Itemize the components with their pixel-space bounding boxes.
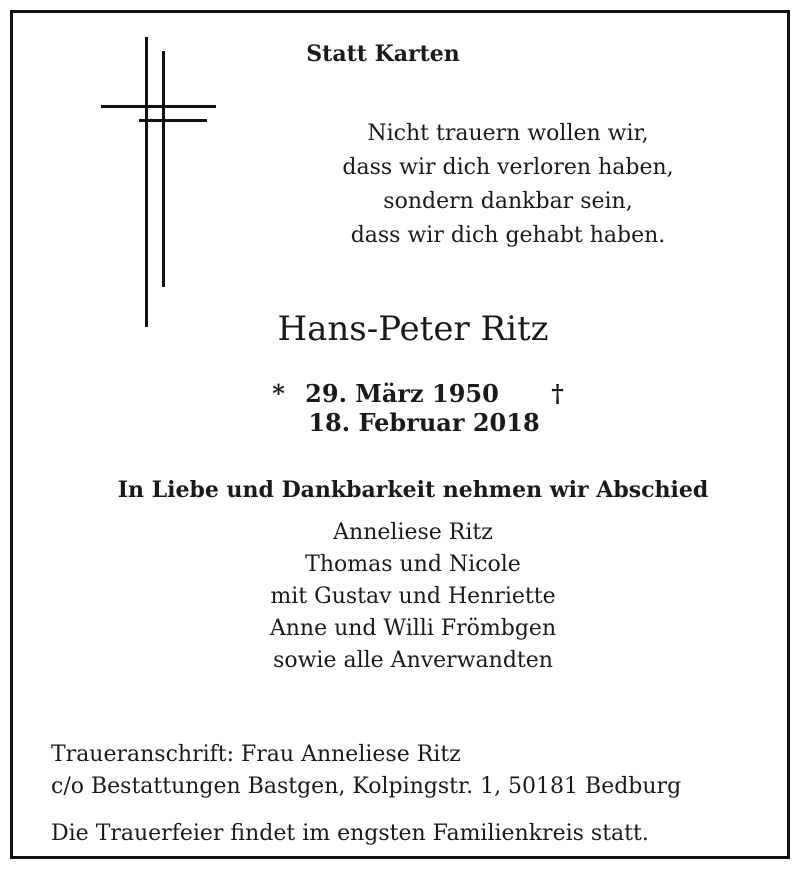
mourner-name: Anne und Willi Frömbgen [269, 616, 557, 641]
birth-date: 29. März 1950 [305, 379, 499, 408]
deceased-name: Hans-Peter Ritz [277, 309, 549, 349]
mourner-name: Anneliese Ritz [333, 520, 493, 545]
poem [313, 117, 703, 253]
obituary-card [10, 10, 790, 859]
mourning-address [51, 739, 771, 803]
birth-symbol: * [272, 379, 285, 408]
death-date: 18. Februar 2018 [308, 408, 540, 437]
address-line: c/o Bestattungen Bastgen, Kolpingstr. 1, 50181 Bedburg [51, 774, 682, 799]
poem-line: dass wir dich verloren haben, [342, 155, 674, 180]
life-dates [148, 379, 688, 437]
mourners-list [213, 517, 613, 677]
mourner-name: sowie alle Anverwandten [273, 648, 553, 673]
poem-line: dass wir dich gehabt haben. [350, 223, 666, 248]
mourner-name: Thomas und Nicole [305, 552, 521, 577]
funeral-note: Die Trauerfeier findet im engsten Familienkreis statt. [51, 821, 649, 846]
death-symbol: † [551, 379, 564, 408]
header-title: Statt Karten [306, 41, 460, 67]
mourner-name: mit Gustav und Henriette [270, 584, 556, 609]
address-line: Traueranschrift: Frau Anneliese Ritz [51, 742, 461, 767]
poem-line: Nicht trauern wollen wir, [367, 121, 649, 146]
mourners-intro: In Liebe und Dankbarkeit nehmen wir Abschied [117, 477, 709, 503]
poem-line: sondern dankbar sein, [383, 189, 633, 214]
double-cross-icon [101, 37, 221, 337]
